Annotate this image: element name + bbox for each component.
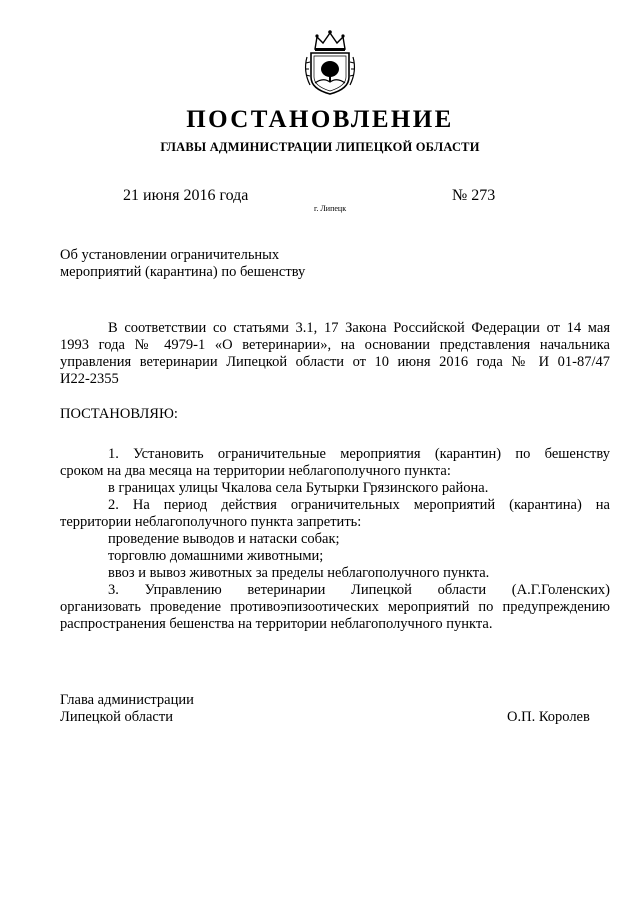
signature-name: О.П. Королев [507,709,590,725]
preamble-line: управления ветеринарии Липецкой области от 10 июня 2016 года № И 01-87/47 [60,354,610,370]
subject-line: мероприятий (карантина) по бешенству [60,264,306,280]
preamble-line: В соответствии со статьями 3.1, 17 Закона Российской Федерации от 14 мая [108,320,610,336]
item-1-line: 1. Установить ограничительные мероприятия (карантин) по бешенству [108,446,610,462]
item-2-line: ввоз и вывоз животных за пределы неблагополучного пункта. [108,565,490,581]
item-2-line: территории неблагополучного пункта запретить: [60,514,362,530]
document-subject [60,247,360,281]
preamble-line: 1993 года № 4979-1 «О ветеринарии», на основании представления начальника [60,337,610,353]
decree-word: ПОСТАНОВЛЯЮ: [60,406,178,422]
item-3-line: 3. Управлению ветеринарии Липецкой области (А.Г.Голенских) [108,582,610,598]
item-1-line: в границах улицы Чкалова села Бутырки Грязинского района. [108,480,489,496]
preamble-line: И22-2355 [60,371,119,387]
lipetsk-coat-of-arms-icon [301,27,359,97]
item-3-line: организовать проведение противоэпизоотических мероприятий по предупреждению [60,599,610,615]
signature-position [60,692,194,726]
document-city: г. Липецк [314,204,347,213]
preamble [60,320,610,388]
document-title: ПОСТАНОВЛЕНИЕ [186,106,454,133]
signature-position-line: Липецкой области [60,709,173,725]
subject-line: Об установлении ограничительных [60,247,280,263]
document-subtitle: ГЛАВЫ АДМИНИСТРАЦИИ ЛИПЕЦКОЙ ОБЛАСТИ [160,140,480,154]
document-date: 21 июня 2016 года [123,187,249,204]
item-2-line: проведение выводов и натаски собак; [108,531,340,547]
item-1-line: сроком на два месяца на территории неблагополучного пункта: [60,463,451,479]
decree-items [60,446,610,633]
item-2-line: 2. На период действия ограничительных мероприятий (карантина) на [108,497,610,513]
signature-position-line: Глава администрации [60,692,194,708]
item-3-line: распространения бешенства на территории неблагополучного пункта. [60,616,493,632]
document-number: № 273 [452,187,496,204]
item-2-line: торговлю домашними животными; [108,548,324,564]
